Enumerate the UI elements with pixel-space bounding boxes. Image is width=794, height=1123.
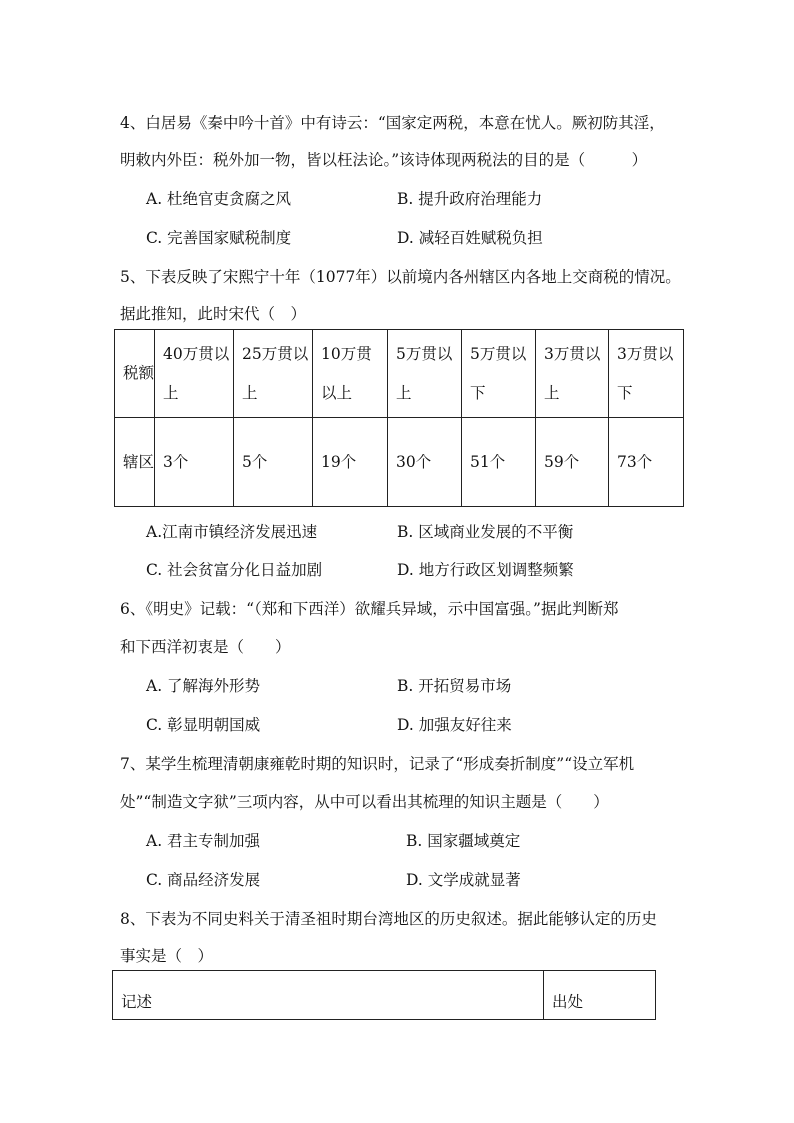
q7-stem-line1: 7、某学生梳理清朝康雍乾时期的知识时，记录了“形成奏折制度”“设立军机 [120, 755, 635, 773]
q5-stem-line1: 5、下表反映了宋熙宁十年（1077年）以前境内各州辖区内各地上交商税的情况。 [120, 268, 681, 286]
q8-stem-line1: 8、下表为不同史料关于清圣祖时期台湾地区的历史叙述。据此能够认定的历史 [120, 910, 657, 928]
q6-option-b[interactable]: B. 开拓贸易市场 [397, 677, 512, 695]
q5-option-c[interactable]: C. 社会贫富分化日益加剧 [146, 561, 323, 579]
tax-amount-row [115, 330, 684, 418]
q7-stem-line2: 处”“制造文字狱”三项内容，从中可以看出其梳理的知识主题是（ ） [120, 793, 609, 811]
count-cell: 19个 [313, 418, 388, 507]
count-cell: 30个 [388, 418, 462, 507]
q5-stem-line2: 据此推知，此时宋代（ ） [120, 305, 307, 323]
tax-cell: 25万贯以上 [234, 330, 313, 418]
q4-option-a[interactable]: A. 杜绝官吏贪腐之风 [146, 190, 292, 208]
count-cell: 3个 [155, 418, 234, 507]
col-header-source: 出处 [544, 971, 656, 1020]
q8-stem-line2: 事实是（ ） [120, 947, 214, 965]
count-cell: 59个 [536, 418, 609, 507]
q6-option-c[interactable]: C. 彰显明朝国威 [146, 716, 261, 734]
tax-cell: 40万贯以上 [155, 330, 234, 418]
tax-cell: 10万贯以上 [313, 330, 388, 418]
district-count-row [115, 418, 684, 507]
q6-option-d[interactable]: D. 加强友好往来 [397, 716, 512, 734]
q4-stem-line1: 4、白居易《秦中吟十首》中有诗云：“国家定两税，本意在忧人。厥初防其淫， [120, 114, 665, 132]
q7-option-a[interactable]: A. 君主专制加强 [146, 832, 261, 850]
source-table [112, 970, 656, 1020]
q4-stem-line2: 明敕内外臣：税外加一物，皆以枉法论。”该诗体现两税法的目的是（ ） [120, 151, 648, 169]
col-header-record: 记述 [113, 971, 544, 1020]
tax-cell: 5万贯以下 [462, 330, 536, 418]
row-header-tax: 税额 [115, 330, 155, 418]
q5-option-d[interactable]: D. 地方行政区划调整频繁 [397, 561, 574, 579]
q4-option-b[interactable]: B. 提升政府治理能力 [397, 190, 543, 208]
q5-option-b[interactable]: B. 区域商业发展的不平衡 [397, 523, 574, 541]
tax-cell: 3万贯以上 [536, 330, 609, 418]
count-cell: 5个 [234, 418, 313, 507]
q6-stem-line1: 6、《明史》记载：“（郑和下西洋）欲耀兵异域，示中国富强。”据此判断郑 [120, 600, 619, 618]
count-cell: 73个 [609, 418, 684, 507]
source-table-header [113, 971, 656, 1020]
tax-cell: 3万贯以下 [609, 330, 684, 418]
q4-option-c[interactable]: C. 完善国家赋税制度 [146, 229, 292, 247]
q5-option-a[interactable]: A.江南市镇经济发展迅速 [146, 523, 318, 541]
tax-table [114, 329, 684, 507]
q7-option-d[interactable]: D. 文学成就显著 [406, 871, 521, 889]
q4-option-d[interactable]: D. 减轻百姓赋税负担 [397, 229, 543, 247]
count-cell: 51个 [462, 418, 536, 507]
q6-option-a[interactable]: A. 了解海外形势 [146, 677, 261, 695]
q7-option-b[interactable]: B. 国家疆域奠定 [406, 832, 521, 850]
row-header-district: 辖区 [115, 418, 155, 507]
q6-stem-line2: 和下西洋初衷是（ ） [120, 638, 291, 656]
q7-option-c[interactable]: C. 商品经济发展 [146, 871, 261, 889]
tax-cell: 5万贯以上 [388, 330, 462, 418]
